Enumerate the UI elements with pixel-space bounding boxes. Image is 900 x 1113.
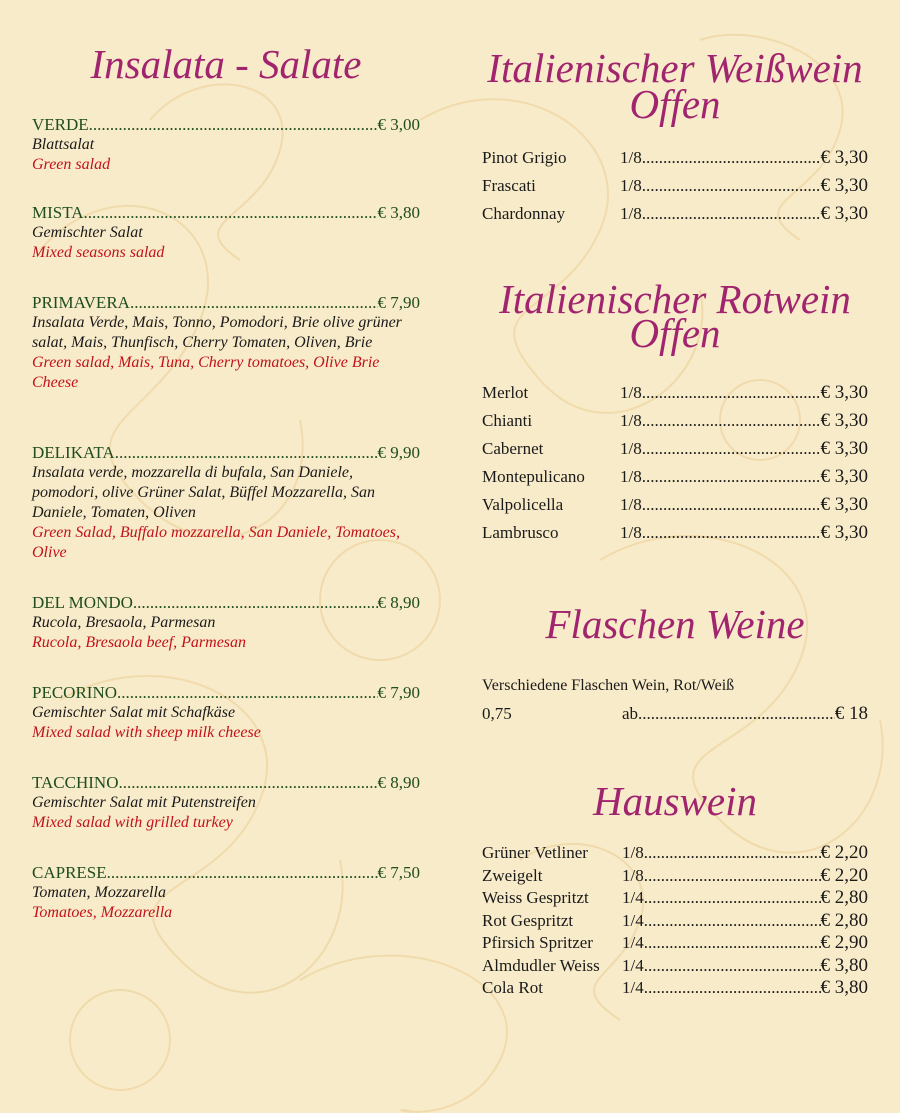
salad-item bbox=[32, 593, 420, 653]
red-wine-name: Montepulicano bbox=[482, 467, 585, 486]
bottle-wine-title: Flaschen Weine bbox=[545, 601, 805, 647]
house-wine-dots bbox=[644, 910, 821, 932]
red-wine-size: 1/8 bbox=[620, 383, 642, 402]
house-wine-dots bbox=[644, 955, 821, 977]
salad-item-row bbox=[32, 115, 420, 135]
salad-item bbox=[32, 443, 420, 563]
salad-item-english: Mixed salad with grilled turkey bbox=[32, 814, 233, 831]
red-wine-dots bbox=[642, 494, 821, 516]
red-wine-dots bbox=[642, 382, 821, 404]
house-wine-price: € 2,80 bbox=[820, 910, 868, 931]
red-wine-title-line2: Offen bbox=[629, 310, 721, 356]
red-wine-row bbox=[482, 466, 868, 488]
bottle-wine-note: Verschiedene Flaschen Wein, Rot/Weiß bbox=[482, 677, 735, 694]
house-wine-dots bbox=[644, 977, 821, 999]
house-wine-row bbox=[482, 910, 868, 932]
house-wine-price: € 3,80 bbox=[820, 955, 868, 976]
house-wine-row bbox=[482, 842, 868, 864]
white-wine-dots bbox=[642, 147, 821, 169]
house-wine-name: Zweigelt bbox=[482, 866, 543, 885]
salad-item-dots bbox=[115, 443, 378, 463]
house-wine-size: 1/4 bbox=[622, 978, 644, 997]
white-wine-dots bbox=[642, 203, 821, 225]
salad-item-dots bbox=[133, 593, 378, 613]
white-wine-name: Chardonnay bbox=[482, 204, 566, 223]
house-wine-size: 1/4 bbox=[622, 933, 644, 952]
salad-item-row bbox=[32, 863, 420, 883]
white-wine-title-line1: Italienischer Weißwein bbox=[487, 45, 863, 91]
white-wine-title-line2: Offen bbox=[629, 81, 721, 127]
red-wine-row bbox=[482, 382, 868, 404]
house-wine-size: 1/4 bbox=[622, 956, 644, 975]
salad-item bbox=[32, 863, 420, 923]
salad-item-english: Tomatoes, Mozzarella bbox=[32, 904, 173, 921]
white-wine-row bbox=[482, 147, 868, 169]
red-wine-size: 1/8 bbox=[620, 495, 642, 514]
salad-item-name: DEL MONDO bbox=[32, 593, 133, 612]
house-wine-row bbox=[482, 932, 868, 954]
red-wine-price: € 3,30 bbox=[820, 494, 868, 515]
red-wine-size: 1/8 bbox=[620, 467, 642, 486]
salad-item-price: € 7,50 bbox=[377, 863, 420, 882]
salad-item-name: CAPRESE bbox=[32, 863, 107, 882]
salad-item-german: Gemischter Salat mit Schafkäse bbox=[32, 704, 236, 721]
house-wine-title: Hauswein bbox=[593, 778, 757, 824]
house-wine-size: 1/8 bbox=[622, 866, 644, 885]
red-wine-price: € 3,30 bbox=[820, 466, 868, 487]
salad-item-dots bbox=[84, 203, 378, 223]
white-wine-row bbox=[482, 203, 868, 225]
red-wine-size: 1/8 bbox=[620, 523, 642, 542]
salad-item-dots bbox=[107, 863, 378, 883]
salad-item-price: € 3,80 bbox=[377, 203, 420, 222]
salad-item-price: € 8,90 bbox=[377, 593, 420, 612]
salad-item-price: € 8,90 bbox=[377, 773, 420, 792]
salad-item bbox=[32, 293, 420, 393]
white-wine-price: € 3,30 bbox=[820, 203, 868, 224]
house-wine-size: 1/8 bbox=[622, 843, 644, 862]
salad-item bbox=[32, 773, 420, 833]
red-wine-name: Lambrusco bbox=[482, 523, 559, 542]
house-wine-size: 1/4 bbox=[622, 888, 644, 907]
white-wine-name: Frascati bbox=[482, 176, 536, 195]
salad-item-name: PRIMAVERA bbox=[32, 293, 130, 312]
house-wine-dots bbox=[644, 887, 821, 909]
salad-item-english: Green salad bbox=[32, 156, 111, 173]
red-wine-size: 1/8 bbox=[620, 439, 642, 458]
salad-item-english: Mixed salad with sheep milk cheese bbox=[32, 724, 261, 741]
house-wine-name: Almdudler Weiss bbox=[482, 956, 600, 975]
house-wine-dots bbox=[644, 865, 821, 887]
salad-item-english: Rucola, Bresaola beef, Parmesan bbox=[32, 634, 247, 651]
red-wine-size: 1/8 bbox=[620, 411, 642, 430]
salad-item-dots bbox=[130, 293, 378, 313]
red-wine-price: € 3,30 bbox=[820, 410, 868, 431]
red-wine-name: Cabernet bbox=[482, 439, 544, 458]
red-wine-price: € 3,30 bbox=[820, 438, 868, 459]
salad-title: Insalata - Salate bbox=[90, 41, 362, 87]
red-wine-dots bbox=[642, 438, 821, 460]
salad-item bbox=[32, 115, 420, 175]
house-wine-name: Rot Gespritzt bbox=[482, 911, 574, 930]
bottle-wine-size: 0,75 bbox=[482, 704, 512, 723]
white-wine-size: 1/8 bbox=[620, 204, 642, 223]
salad-item-name: TACCHINO bbox=[32, 773, 119, 792]
salad-item-row bbox=[32, 773, 420, 793]
salad-item-price: € 9,90 bbox=[377, 443, 420, 462]
salad-item-name: PECORINO bbox=[32, 683, 118, 702]
salad-item-name: VERDE bbox=[32, 115, 89, 134]
salad-item-dots bbox=[117, 683, 377, 703]
red-wine-row bbox=[482, 410, 868, 432]
red-wine-row bbox=[482, 438, 868, 460]
house-wine-price: € 2,20 bbox=[820, 842, 868, 863]
house-wine-name: Grüner Vetliner bbox=[482, 843, 588, 862]
white-wine-size: 1/8 bbox=[620, 148, 642, 167]
salad-item bbox=[32, 683, 420, 743]
house-wine-name: Weiss Gespritzt bbox=[482, 888, 589, 907]
salad-item-german: Gemischter Salat bbox=[32, 224, 143, 241]
salad-item-name: MISTA bbox=[32, 203, 84, 222]
salad-item-price: € 7,90 bbox=[377, 683, 420, 702]
bottle-wine-dots bbox=[638, 703, 835, 725]
salad-item-german: Insalata Verde, Mais, Tonno, Pomodori, Brie olive grüner salat, Mais, Thunfisch, Cherry Tomaten, Oliven, Brie bbox=[32, 314, 402, 351]
salad-item-german: Blattsalat bbox=[32, 136, 95, 153]
salad-item-german: Insalata verde, mozzarella di bufala, San Daniele, pomodori, olive Grüner Salat, Büffel Mozzarella, San Daniele, Tomaten, Oliven bbox=[32, 464, 375, 521]
white-wine-row bbox=[482, 175, 868, 197]
house-wine-dots bbox=[644, 932, 821, 954]
salad-item-dots bbox=[89, 115, 378, 135]
red-wine-price: € 3,30 bbox=[820, 382, 868, 403]
salad-item-dots bbox=[118, 773, 377, 793]
white-wine-size: 1/8 bbox=[620, 176, 642, 195]
red-wine-row bbox=[482, 494, 868, 516]
salad-item-german: Tomaten, Mozzarella bbox=[32, 884, 166, 901]
salad-item-price: € 3,00 bbox=[377, 115, 420, 134]
salad-item-german: Gemischter Salat mit Putenstreifen bbox=[32, 794, 256, 811]
house-wine-size: 1/4 bbox=[622, 911, 644, 930]
house-wine-dots bbox=[644, 842, 821, 864]
red-wine-price: € 3,30 bbox=[820, 522, 868, 543]
salad-item-row bbox=[32, 443, 420, 463]
salad-item-english: Mixed seasons salad bbox=[32, 244, 165, 261]
salad-item-row bbox=[32, 203, 420, 223]
bottle-wine-price: € 18 bbox=[834, 703, 868, 724]
house-wine-name: Pfirsich Spritzer bbox=[482, 933, 593, 952]
red-wine-dots bbox=[642, 410, 821, 432]
salad-item-row bbox=[32, 593, 420, 613]
red-wine-title-line1: Italienischer Rotwein bbox=[499, 276, 851, 322]
red-wine-name: Merlot bbox=[482, 383, 529, 402]
white-wine-name: Pinot Grigio bbox=[482, 148, 567, 167]
salad-item bbox=[32, 203, 420, 263]
house-wine-price: € 2,90 bbox=[820, 932, 868, 953]
house-wine-row bbox=[482, 977, 868, 999]
red-wine-row bbox=[482, 522, 868, 544]
red-wine-dots bbox=[642, 522, 821, 544]
white-wine-price: € 3,30 bbox=[820, 147, 868, 168]
white-wine-dots bbox=[642, 175, 821, 197]
bottle-wine-from: ab bbox=[622, 704, 639, 723]
salad-item-english: Green Salad, Buffalo mozzarella, San Daniele, Tomatoes, Olive bbox=[32, 524, 400, 561]
house-wine-row bbox=[482, 865, 868, 887]
salad-item-english: Green salad, Mais, Tuna, Cherry tomatoes, Olive Brie Cheese bbox=[32, 354, 380, 391]
house-wine-row bbox=[482, 955, 868, 977]
house-wine-price: € 2,20 bbox=[820, 865, 868, 886]
house-wine-name: Cola Rot bbox=[482, 978, 543, 997]
salad-item-row bbox=[32, 293, 420, 313]
house-wine-price: € 2,80 bbox=[820, 887, 868, 908]
red-wine-name: Valpolicella bbox=[482, 495, 564, 514]
white-wine-price: € 3,30 bbox=[820, 175, 868, 196]
red-wine-dots bbox=[642, 466, 821, 488]
house-wine-row bbox=[482, 887, 868, 909]
salad-item-price: € 7,90 bbox=[377, 293, 420, 312]
salad-item-german: Rucola, Bresaola, Parmesan bbox=[32, 614, 216, 631]
bottle-wine-row bbox=[482, 703, 868, 725]
salad-item-name: DELIKATA bbox=[32, 443, 115, 462]
red-wine-name: Chianti bbox=[482, 411, 533, 430]
house-wine-price: € 3,80 bbox=[820, 977, 868, 998]
salad-item-row bbox=[32, 683, 420, 703]
